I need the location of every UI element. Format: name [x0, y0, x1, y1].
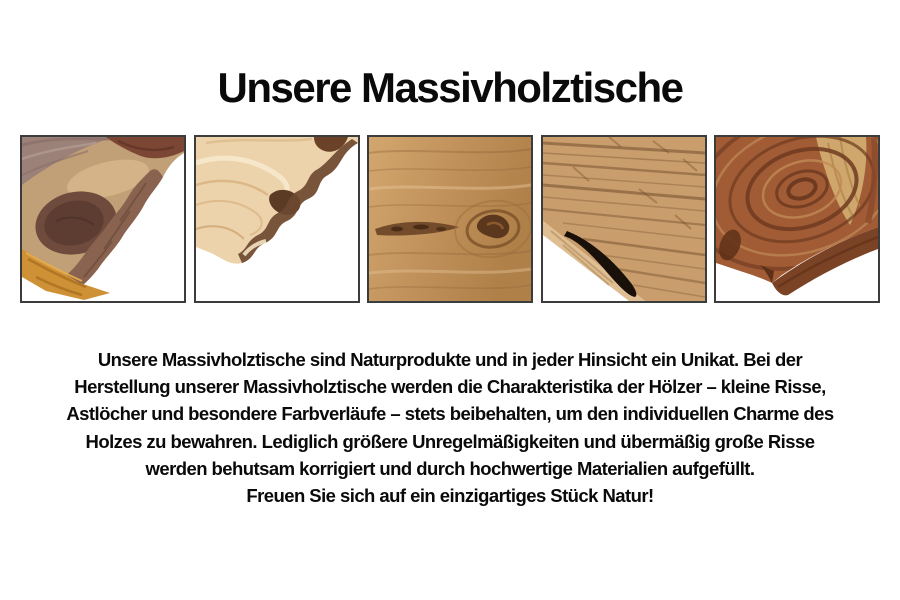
- wood-texture-1-image: [22, 137, 184, 301]
- wood-texture-2-image: [196, 137, 358, 301]
- description-line-1: Unsere Massivholztische sind Naturprodukte und in jeder Hinsicht ein Unikat. Bei der: [97, 349, 803, 370]
- wood-texture-5-image: [716, 137, 878, 301]
- description-line-3: Astlöcher und besondere Farbverläufe – stets beibehalten, um den individuellen Charme des: [66, 403, 834, 425]
- description-text: [0, 346, 900, 509]
- wood-sample-honey-grain-knot: [367, 135, 533, 303]
- wood-sample-light-live-edge: [194, 135, 360, 303]
- wood-sample-rough-sawn-crack: [541, 135, 707, 303]
- page-title: Unsere Massivholztische: [217, 64, 683, 111]
- wood-texture-3-image: [369, 137, 531, 301]
- wood-sample-rosewood-corner: [714, 135, 880, 303]
- description-line-2: Herstellung unserer Massivholztische werden die Charakteristika der Hölzer – kleine Risse,: [74, 376, 826, 398]
- description-line-4: Holzes zu bewahren. Lediglich größere Unregelmäßigkeiten und übermäßig große Risse: [85, 430, 815, 452]
- wood-gallery: [20, 135, 880, 303]
- description-line-5: werden behutsam korrigiert und durch hochwertige Materialien aufgefüllt.: [145, 457, 755, 479]
- description-line-6: Freuen Sie sich auf ein einzigartiges Stück Natur!: [246, 485, 654, 507]
- wood-texture-4-image: [543, 137, 705, 301]
- wood-sample-live-edge-dark-slab: [20, 135, 186, 303]
